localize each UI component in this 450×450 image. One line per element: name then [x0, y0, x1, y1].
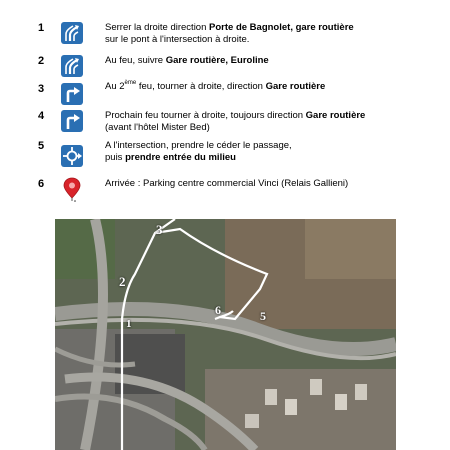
map-label-3: 3 — [156, 222, 163, 237]
step-number: 1 — [37, 22, 45, 34]
step-instruction: Au 2ème feu, tourner à droite, direction Gare routière — [105, 79, 326, 92]
step-instruction: Au feu, suivre Gare routière, Euroline — [105, 55, 269, 66]
step-instruction: A l'intersection, prendre le céder le passage, puis prendre entrée du milieu — [105, 140, 292, 163]
step-instruction: Arrivée : Parking centre commercial Vinci (Relais Gallieni) — [105, 178, 349, 189]
step-instruction: Serrer la droite direction Porte de Bagnolet, gare routière sur le pont à l'intersection à droite. — [105, 22, 354, 45]
roundabout-icon — [61, 145, 83, 167]
turn-right-icon — [61, 110, 83, 132]
step-1 — [0, 22, 450, 52]
step-instruction: Prochain feu tourner à droite, toujours direction Gare routière (avant l'hôtel Mister Bed) — [105, 110, 366, 133]
map-label-5: 5 — [260, 309, 266, 323]
destination-pin-icon — [63, 177, 85, 203]
lane-keep-right-icon — [61, 55, 83, 77]
step-4 — [0, 110, 450, 140]
step-number: 6 — [37, 178, 45, 190]
map-label-2: 2 — [119, 274, 126, 289]
step-6 — [0, 178, 450, 208]
aerial-map-image — [55, 219, 396, 450]
lane-keep-right-icon — [61, 22, 83, 44]
step-number: 3 — [37, 83, 45, 95]
step-5 — [0, 140, 450, 170]
step-3 — [0, 81, 450, 111]
step-number: 4 — [37, 110, 45, 122]
map-label-6: 6 — [215, 303, 221, 317]
turn-right-icon — [61, 83, 83, 105]
step-number: 2 — [37, 55, 45, 67]
map-label-1: 1 — [126, 318, 132, 330]
step-number: 5 — [37, 140, 45, 152]
aerial-map — [55, 219, 396, 450]
